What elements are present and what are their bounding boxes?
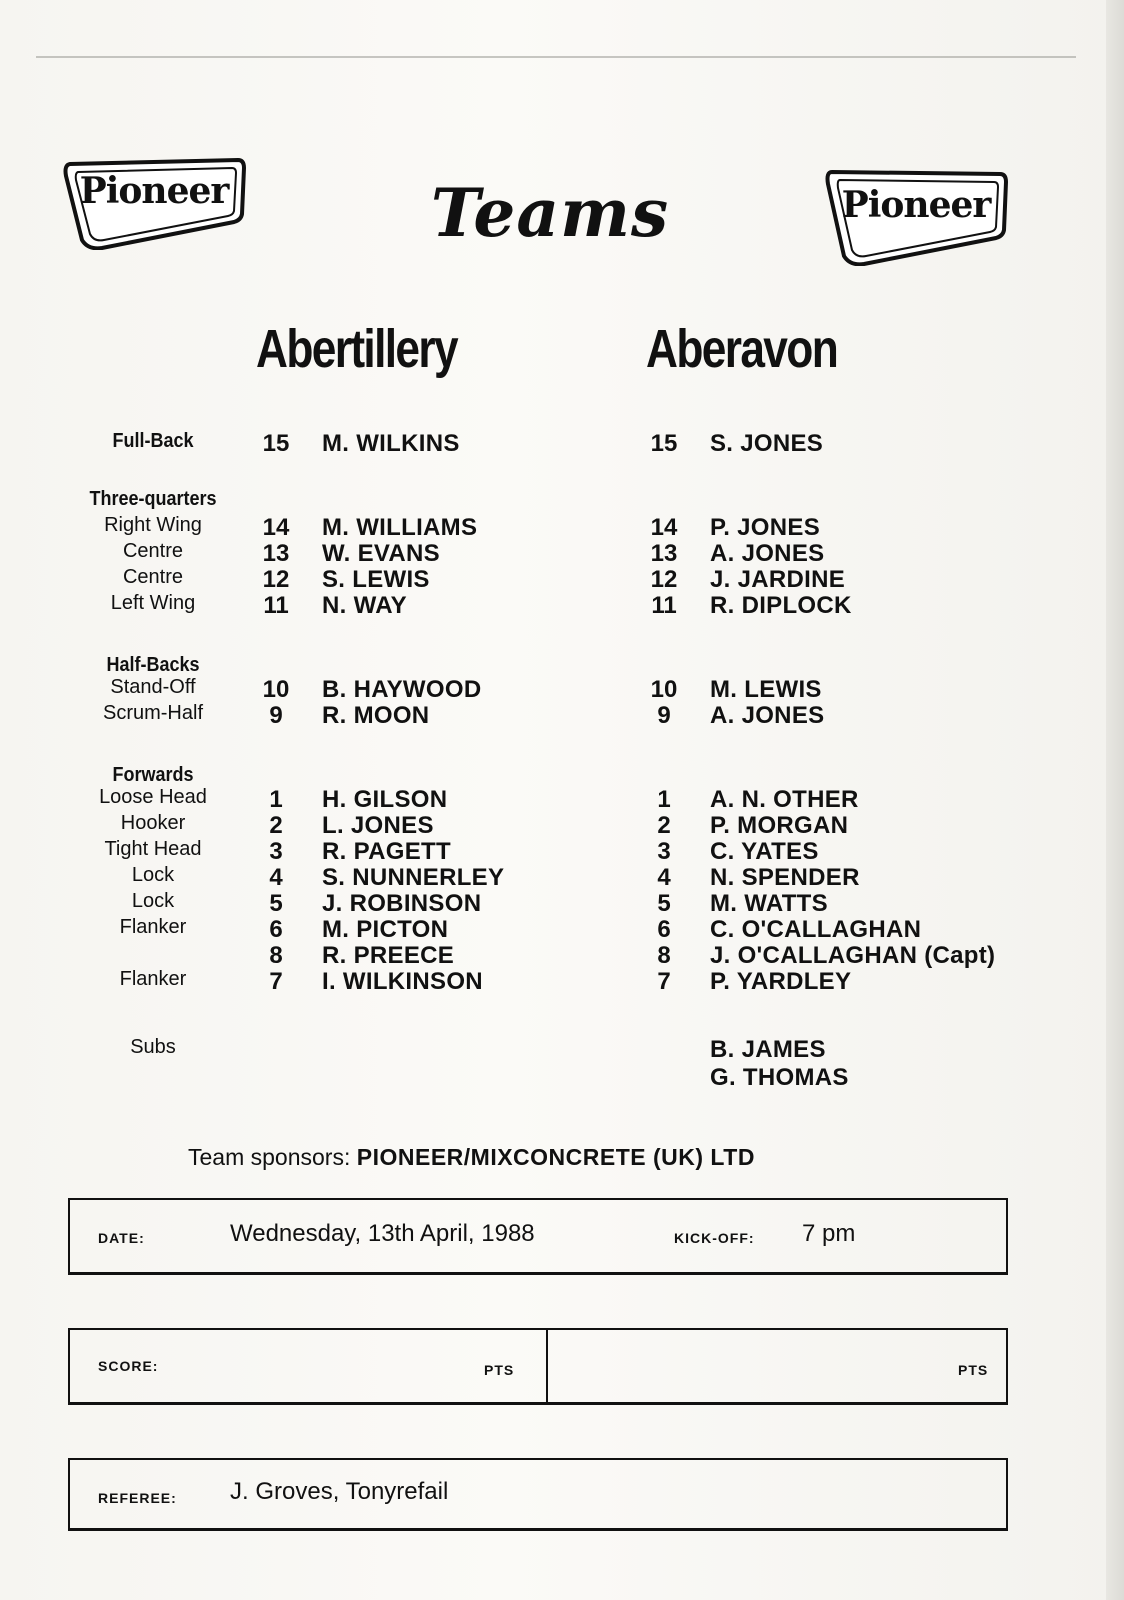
pioneer-logo-right	[824, 166, 1008, 260]
away-player-name: J. O'CALLAGHAN (Capt)	[710, 942, 996, 969]
home-player-name: R. MOON	[322, 702, 430, 729]
kickoff-time: 7 pm	[802, 1220, 856, 1247]
sponsor-line	[188, 1144, 755, 1171]
home-shirt-number: 3	[269, 838, 283, 865]
away-shirt-number: 6	[657, 916, 671, 943]
away-shirt-number: 12	[650, 566, 678, 593]
away-shirt-number: 13	[650, 540, 678, 567]
sponsor-label: Team sponsors:	[188, 1144, 351, 1170]
position-label: Centre	[122, 566, 184, 588]
away-pts-label: PTS	[958, 1362, 989, 1378]
home-player-name: B. HAYWOOD	[322, 676, 482, 703]
home-shirt-number: 1	[269, 786, 283, 813]
home-shirt-number: 12	[262, 566, 290, 593]
position-label: Lock	[131, 864, 175, 886]
away-shirt-number: 3	[657, 838, 671, 865]
home-shirt-number: 15	[262, 430, 290, 457]
home-player-name: R. PREECE	[322, 942, 455, 969]
sub-player: B. JAMES	[710, 1036, 826, 1063]
sponsor-name: PIONEER/MIXCONCRETE (UK) LTD	[356, 1144, 755, 1170]
home-shirt-number: 14	[262, 514, 290, 541]
score-box	[68, 1328, 1008, 1405]
home-pts-label: PTS	[484, 1362, 515, 1378]
match-date: Wednesday, 13th April, 1988	[230, 1220, 535, 1247]
top-rule	[36, 56, 1076, 58]
away-player-name: M. WATTS	[710, 890, 828, 917]
home-player-name: S. LEWIS	[322, 566, 430, 593]
home-player-name: R. PAGETT	[322, 838, 451, 865]
logo-text: Pioneer	[79, 170, 229, 212]
page-edge	[1106, 0, 1124, 1600]
home-player-name: I. WILKINSON	[322, 968, 483, 995]
away-shirt-number: 10	[650, 676, 678, 703]
away-shirt-number: 9	[657, 702, 671, 729]
away-shirt-number: 11	[651, 592, 677, 619]
page-title: Teams	[430, 174, 670, 252]
home-shirt-number: 10	[262, 676, 290, 703]
away-player-name: A. JONES	[710, 702, 825, 729]
home-player-name: M. WILKINS	[322, 430, 460, 457]
home-player-name: H. GILSON	[322, 786, 448, 813]
home-shirt-number: 11	[263, 592, 289, 619]
score-divider	[546, 1330, 548, 1402]
logo-text: Pioneer	[841, 184, 991, 226]
home-shirt-number: 7	[269, 968, 283, 995]
away-player-name: P. YARDLEY	[710, 968, 852, 995]
away-shirt-number: 5	[657, 890, 671, 917]
position-label: Centre	[122, 540, 184, 562]
sub-player: G. THOMAS	[710, 1064, 849, 1091]
group-threequarters: Three-quarters	[89, 488, 217, 510]
date-box	[68, 1198, 1008, 1275]
away-player-name: J. JARDINE	[710, 566, 846, 593]
position-label: Stand-Off	[110, 676, 196, 698]
away-shirt-number: 2	[657, 812, 671, 839]
away-player-name: M. LEWIS	[710, 676, 822, 703]
home-player-name: N. WAY	[322, 592, 407, 619]
home-player-name: W. EVANS	[322, 540, 440, 567]
referee-name: J. Groves, Tonyrefail	[230, 1478, 449, 1505]
away-shirt-number: 8	[657, 942, 671, 969]
away-player-name: R. DIPLOCK	[710, 592, 852, 619]
pioneer-logo-left	[62, 156, 246, 250]
position-label: Flanker	[119, 968, 187, 990]
away-shirt-number: 1	[657, 786, 671, 813]
home-player-name: M. PICTON	[322, 916, 449, 943]
away-player-name: S. JONES	[710, 430, 824, 457]
referee-label: REFEREE:	[98, 1490, 177, 1506]
away-player-name: C. O'CALLAGHAN	[710, 916, 922, 943]
home-shirt-number: 2	[269, 812, 283, 839]
position-label: Hooker	[120, 812, 186, 834]
home-team-name: Abertillery	[256, 319, 457, 379]
home-shirt-number: 4	[269, 864, 283, 891]
position-label: Tight Head	[104, 838, 202, 860]
away-shirt-number: 7	[657, 968, 671, 995]
away-player-name: P. MORGAN	[710, 812, 849, 839]
position-label: Lock	[131, 890, 175, 912]
home-player-name: L. JONES	[322, 812, 434, 839]
home-shirt-number: 6	[269, 916, 283, 943]
position-label: Loose Head	[99, 786, 207, 808]
home-player-name: S. NUNNERLEY	[322, 864, 505, 891]
position-label: Left Wing	[110, 592, 196, 614]
group-subs: Subs	[130, 1036, 176, 1058]
away-player-name: A. JONES	[710, 540, 825, 567]
away-player-name: P. JONES	[710, 514, 821, 541]
position-label: Right Wing	[104, 514, 202, 536]
referee-box	[68, 1458, 1008, 1531]
home-shirt-number: 9	[269, 702, 283, 729]
home-player-name: J. ROBINSON	[322, 890, 482, 917]
away-shirt-number: 4	[657, 864, 671, 891]
home-shirt-number: 5	[269, 890, 283, 917]
position-label: Flanker	[119, 916, 187, 938]
away-team-name: Aberavon	[646, 319, 838, 379]
away-player-name: C. YATES	[710, 838, 819, 865]
home-shirt-number: 8	[269, 942, 283, 969]
away-shirt-number: 15	[650, 430, 678, 457]
group-forwards: Forwards	[112, 764, 194, 786]
score-label: SCORE:	[98, 1358, 159, 1374]
away-player-name: A. N. OTHER	[710, 786, 859, 813]
home-shirt-number: 13	[262, 540, 290, 567]
group-fullback: Full-Back	[112, 430, 194, 452]
away-shirt-number: 14	[650, 514, 678, 541]
away-player-name: N. SPENDER	[710, 864, 860, 891]
home-player-name: M. WILLIAMS	[322, 514, 478, 541]
position-label: Scrum-Half	[102, 702, 203, 724]
group-halfbacks: Half-Backs	[106, 654, 200, 676]
date-label: DATE:	[98, 1230, 145, 1246]
kickoff-label: KICK-OFF:	[674, 1230, 755, 1246]
